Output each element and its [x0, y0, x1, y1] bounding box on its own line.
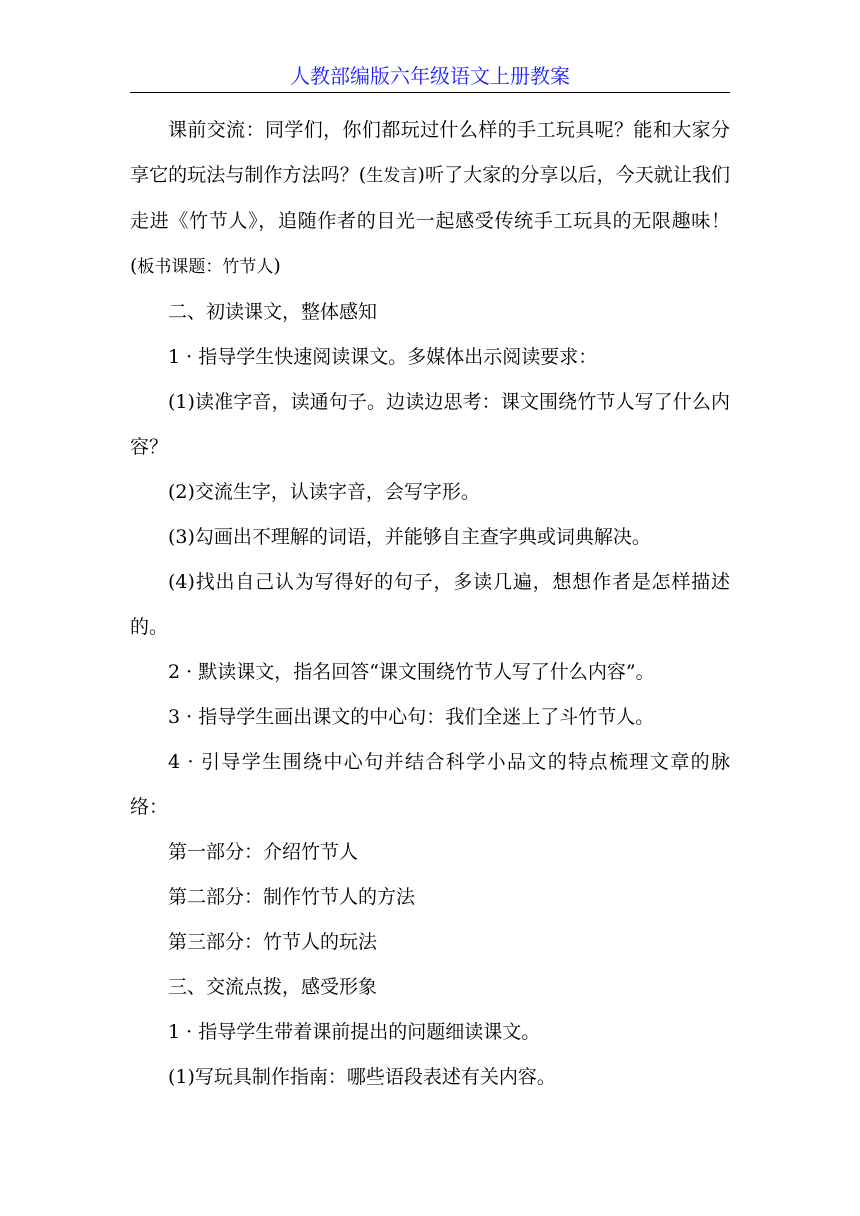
- sub-item-1: (1)读准字音，读通句子。边读边思考：课文围绕竹节人写了什么内容？: [130, 391, 730, 458]
- paragraph-text: ): [273, 255, 281, 277]
- list-item-1: 1 · 指导学生快速阅读课文。多媒体出示阅读要求：: [168, 346, 598, 368]
- paragraph-text: 课前交流：同学们，你们都玩过什么样的手工玩具呢？能和大家分享它的玩法与制作方法吗？(: [130, 119, 730, 186]
- list-item-2: 2 · 默读课文，指名回答“课文围绕竹节人写了什么内容”。: [168, 661, 655, 683]
- part-one: 第一部分：介绍竹节人: [168, 841, 359, 863]
- header-divider: [130, 92, 730, 93]
- sub-item-2: (2)交流生字，认读字音，会写字形。: [168, 481, 480, 503]
- sub-item-1-section-3: (1)写玩具制作指南：哪些语段表述有关内容。: [168, 1066, 556, 1088]
- sub-item-3: (3)勾画出不理解的词语，并能够自主查字典或词典解决。: [168, 526, 651, 548]
- list-item-1-section-3: 1 · 指导学生带着课前提出的问题细读课文。: [168, 1021, 541, 1043]
- document-body: [130, 108, 730, 1100]
- sub-item-4: (4)找出自己认为写得好的句子，多读几遍，想想作者是怎样描述的。: [130, 571, 730, 638]
- paragraph-text: )听了大家的分享以后，今天就让我们走进《竹节人》，追随作者的目光一起感受传统手工玩具的无限趣味！(: [130, 164, 731, 277]
- section-heading-3: 三、交流点拨，感受形象: [168, 976, 378, 998]
- stage-note-student-speak: 生发言: [366, 166, 418, 186]
- section-heading-2: 二、初读课文，整体感知: [168, 301, 378, 323]
- part-two: 第二部分：制作竹节人的方法: [168, 886, 416, 908]
- paragraph-pre-class-exchange: [130, 108, 730, 290]
- page-header-title: 人教部编版六年级语文上册教案: [290, 64, 570, 88]
- list-item-4: 4 · 引导学生围绕中心句并结合科学小品文的特点梳理文章的脉络：: [130, 751, 730, 818]
- list-item-3: 3 · 指导学生画出课文的中心句：我们全迷上了斗竹节人。: [168, 706, 655, 728]
- stage-note-board-title: 板书课题：竹节人: [137, 257, 274, 277]
- part-three: 第三部分：竹节人的玩法: [168, 931, 378, 953]
